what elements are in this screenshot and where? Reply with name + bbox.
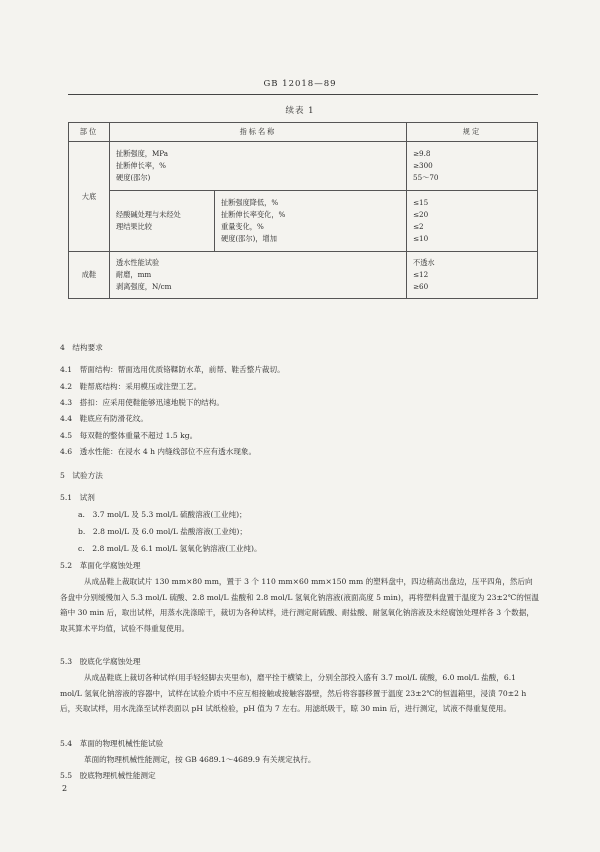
section-heading: 5 试验方法 — [60, 471, 103, 480]
indicator-value: ≥300 — [413, 161, 433, 170]
table-caption: 续表 1 — [285, 106, 315, 116]
table-row — [69, 142, 538, 191]
indicator-value: ≥9.8 — [413, 149, 431, 158]
indicator-value: ≤12 — [413, 270, 429, 279]
clause: 4.3 搭扣：应采用使鞋能够迅速地脱下的结构。 — [60, 398, 224, 407]
clause-heading: 5.2 革面化学腐蚀处理 — [60, 561, 141, 570]
header-rule — [68, 94, 538, 95]
clause: 4.2 鞋帮底结构：采用模压或注塑工艺。 — [60, 382, 202, 391]
table-row — [69, 191, 538, 252]
indicator-value: 不透水 — [413, 258, 435, 267]
chengxie-values — [407, 252, 538, 299]
part-chengxie: 成鞋 — [69, 252, 110, 299]
header-value: 规定 — [407, 123, 538, 142]
indicator-name: 硬度(邵尔) — [116, 173, 151, 182]
clause-heading: 5.5 胶底物理机械性能测定 — [60, 771, 156, 780]
header-name: 指标名称 — [110, 123, 407, 142]
section-heading: 4 结构要求 — [60, 343, 103, 352]
indicator-name: 剥离强度，N/cm — [116, 282, 172, 291]
indicator-name: 扯断强度，MPa — [116, 149, 169, 158]
clause: 4.4 鞋底应有防滑花纹。 — [60, 414, 149, 423]
indicator-name: 扯断伸长率，% — [116, 161, 166, 170]
group-label-line: 经酸碱处理与未经处 — [116, 210, 181, 219]
paragraph: 从成品鞋上裁取试片 130 mm×80 mm，置于 3 个 110 mm×60 mm×150 mm 的塑料盘中，四边稍高出盘边，压平四角，然后向各盘中分别缓慢加入 5.3 mol/L 硫酸、2.8 mol/L 盐酸和 2.8 mol/L 氢氧化钠溶液(液面高度 5 min)，再将塑料盘置于温度为 23±2℃的恒温箱中 30 min 后，取出试样，用蒸水洗涤晾干，裁切为各种试样，进行测定耐硫酸、耐盐酸、耐氢氧化钠溶液及未经腐蚀处理样各 3 个数据，取其算术平均值，试验不得重复使用。 — [60, 577, 539, 633]
indicator-name: 重量变化，% — [221, 222, 264, 231]
part-dabi: 大底 — [69, 142, 110, 252]
dabi-basic-values — [407, 142, 538, 191]
indicator-value: ≥60 — [413, 282, 429, 291]
clause-heading: 5.3 胶底化学腐蚀处理 — [60, 657, 141, 666]
dabi-sub-names — [215, 191, 407, 252]
chengxie-names — [110, 252, 407, 299]
clause: 4.5 每双鞋的整体重量不超过 1.5 kg。 — [60, 431, 198, 440]
paragraph: 从成品鞋底上裁切各种试样(用手轻轻脚去夹里布)，磨平拴于横梁上，分别全部投入盛有 3.7 mol/L 硫酸，6.0 mol/L 盐酸，6.1 mol/L 氢氧化钠溶液的容器中，试样在试验介质中不应互相接触或接触容器壁，然后将容器移置于温度 23±2℃的恒温箱里，浸渍 70±2 h 后，夹取试样，用水洗涤至试样表面以 pH 试纸检验，pH 值为 7 左右。用滤纸吸干，晾 30 min 后，进行测定，试液不得重复使用。 — [60, 673, 527, 713]
dabi-basic-names — [110, 142, 407, 191]
clause-heading: 5.4 革面的物理机械性能试验 — [60, 739, 164, 748]
clause-heading: 5.1 试剂 — [60, 493, 95, 502]
clause: 4.1 帮面结构：帮面选用优质铬鞣防水革，前帮、鞋舌整片裁切。 — [60, 365, 285, 374]
indicator-value: ≤2 — [413, 222, 424, 231]
indicator-name: 硬度(邵尔)，增加 — [221, 234, 277, 243]
clause: 4.6 透水性能：在浸水 4 h 内缝线部位不应有透水现象。 — [60, 447, 257, 456]
indicator-value: ≤20 — [413, 210, 429, 219]
header-part: 部位 — [69, 123, 110, 142]
paragraph: 革面的物理机械性能测定，按 GB 4689.1～4689.9 有关规定执行。 — [84, 755, 316, 764]
spec-table — [68, 122, 538, 299]
indicator-name: 透水性能试验 — [116, 258, 160, 267]
indicator-value: 55～70 — [413, 173, 439, 182]
indicator-name: 扯断强度降低，% — [221, 198, 279, 207]
indicator-name: 扯断伸长率变化，% — [221, 210, 286, 219]
list-item: b. 2.8 mol/L 及 6.0 mol/L 盐酸溶液(工业纯)； — [78, 527, 247, 536]
page-number: 2 — [62, 784, 68, 793]
list-item: c. 2.8 mol/L 及 6.1 mol/L 氢氧化钠溶液(工业纯)。 — [78, 544, 262, 553]
indicator-value: ≤10 — [413, 234, 429, 243]
standard-number: GB 12018—89 — [263, 79, 337, 89]
group-label-line: 理结果比较 — [116, 222, 152, 231]
dabi-sub-values — [407, 191, 538, 252]
list-item: a. 3.7 mol/L 及 5.3 mol/L 硫酸溶液(工业纯)； — [78, 510, 247, 519]
indicator-value: ≤15 — [413, 198, 429, 207]
indicator-name: 耐磨，mm — [116, 270, 152, 279]
table-row — [69, 252, 538, 299]
dabi-group-label — [110, 191, 215, 252]
table-header-row — [69, 123, 538, 142]
